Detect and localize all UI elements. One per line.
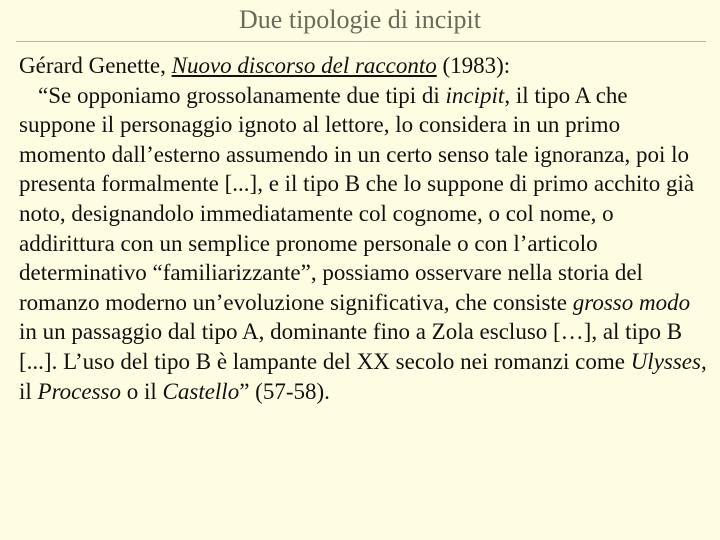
- quote-text-2: , il tipo A che suppone il personaggio ignoto al lettore, lo considera in un primo momento dall’esterno assumendo in un certo senso tale ignoranza, poi lo presenta formalmente [...], e il tipo B che lo suppone di primo acchito già noto, designandolo immediatamente col cognome, o col nome, o addirittura con un semplice pronome personale o con l’articolo determinativo “familiarizzante”, possiamo osservare nella storia del romanzo moderno un’evoluzione significativa, che consiste: [19, 82, 695, 315]
- quote-italic-ulysses: Ulysses: [630, 348, 701, 374]
- quote-italic-incipit: incipit: [445, 82, 505, 108]
- citation-work-title: Nuovo discorso del racconto: [171, 53, 437, 78]
- quote-text-3: in un passaggio dal tipo A, dominante fino a Zola escluso […], al tipo B [...]. L’uso del tipo B è lampante del XX secolo nei romanzi come: [19, 319, 683, 374]
- quote-text-1: “Se opponiamo grossolanamente due tipi di: [38, 82, 446, 108]
- quote-text-5: o il: [121, 378, 163, 404]
- quote-italic-grosso-modo: grosso modo: [572, 289, 691, 315]
- citation-line: [19, 51, 707, 81]
- quote-text-4: , il: [19, 348, 707, 404]
- quote-italic-processo: Processo: [37, 378, 121, 404]
- slide-title: Due tipologie di incipit: [239, 5, 481, 34]
- quote-text-6: ” (57-58).: [239, 378, 330, 404]
- quote-paragraph: [19, 81, 707, 407]
- body-text: [19, 51, 707, 406]
- citation-year: (1983):: [436, 53, 511, 78]
- quote-italic-castello: Castello: [162, 378, 240, 404]
- title-divider: [16, 41, 706, 42]
- citation-author: Gérard Genette,: [19, 53, 166, 78]
